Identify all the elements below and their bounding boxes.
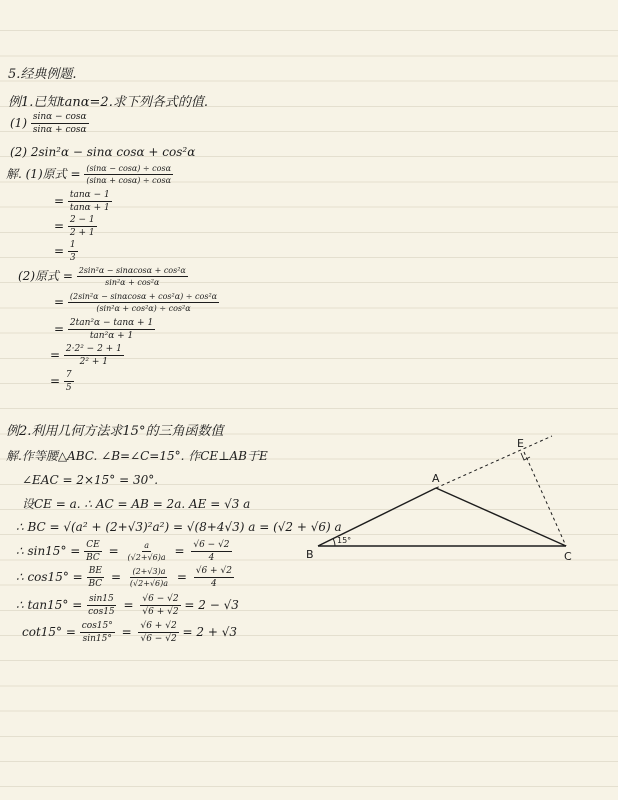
right-angle-mark xyxy=(521,453,530,460)
cos-label: ∴ cos15° = xyxy=(16,570,83,584)
sin-label: ∴ sin15° = xyxy=(16,544,81,558)
q1-denominator: sinα + cosα xyxy=(32,125,87,135)
cos-frac3-den: 4 xyxy=(210,579,217,589)
sin-frac1-num: CE xyxy=(86,540,100,550)
tan-result: = 2 − √3 xyxy=(184,598,239,612)
equals-sign: = xyxy=(108,544,119,558)
sin-frac1-den: BC xyxy=(86,553,100,563)
segment-ae-extension xyxy=(436,436,552,488)
sol2-frac2-den: (sin²α + cos²α) ÷ cos²α xyxy=(96,304,191,313)
cot-frac1-num: cos15° xyxy=(81,621,113,631)
sol2-frac1-num: 2sin²α − sinαcosα + cos²α xyxy=(78,266,186,275)
cos-frac3-num: √6 + √2 xyxy=(195,566,232,576)
equals-sign: = xyxy=(54,244,65,258)
cot-frac2-den: √6 − √2 xyxy=(140,634,177,644)
sol1-frac3-num: 2 − 1 xyxy=(69,215,95,225)
sol1-frac4-den: 3 xyxy=(69,253,76,263)
ex2-line3: 设CE = a. ∴ AC = AB = 2a. AE = √3 a xyxy=(22,497,251,511)
segment-ce-perpendicular xyxy=(524,452,566,546)
equals-sign: = xyxy=(121,625,132,639)
sol1-frac1-den: (sinα + cosα) ÷ cosα xyxy=(86,176,171,185)
tan-label: ∴ tan15° = xyxy=(16,598,83,612)
equals-sign: = xyxy=(54,295,65,309)
sol2-frac2-num: (2sin²α − sinαcosα + cos²α) ÷ cos²α xyxy=(69,292,218,301)
cot-label: cot15° = xyxy=(22,625,76,639)
segment-ac xyxy=(436,488,566,546)
cot-frac2-num: √6 + √2 xyxy=(140,621,177,631)
equals-sign: = xyxy=(111,570,122,584)
ex2-line1: 解.作等腰△ABC. ∠B=∠C=15°. 作CE⊥AB于E xyxy=(6,449,268,463)
cot-result: = 2 + √3 xyxy=(182,625,237,639)
ex2-line2: ∠EAC = 2×15° = 30°. xyxy=(22,473,159,487)
sol2-frac3-den: tan²α + 1 xyxy=(89,331,134,341)
sol2-frac1-den: sin²α + cos²α xyxy=(105,278,160,287)
sol1-label: 解. (1)原式 = xyxy=(6,167,81,181)
q1-label: (1) xyxy=(10,116,27,130)
label-c: C xyxy=(564,550,572,563)
sol2-frac5-den: 5 xyxy=(65,383,72,393)
equals-sign: = xyxy=(50,348,61,362)
ex1-question2: (2) 2sin²α − sinα cosα + cos²α xyxy=(10,145,196,159)
cos-frac1-num: BE xyxy=(88,566,102,576)
sol2-frac4-num: 2·2² − 2 + 1 xyxy=(65,344,122,354)
sol1-frac1-num: (sinα − cosα) ÷ cosα xyxy=(86,164,171,173)
label-a: A xyxy=(432,472,440,485)
equals-sign: = xyxy=(176,570,187,584)
example2-title: 例2.利用几何方法求15°的三角函数值 xyxy=(6,424,224,439)
example1-title: 例1.已知tanα=2.求下列各式的值. xyxy=(8,95,208,110)
sol2-frac4-den: 2² + 1 xyxy=(79,357,108,367)
equals-sign: = xyxy=(123,598,134,612)
cos-frac2-den: (√2+√6)a xyxy=(129,579,169,588)
label-b: B xyxy=(306,548,314,561)
sin-frac3-num: √6 − √2 xyxy=(193,540,230,550)
angle-label: 15° xyxy=(337,536,352,545)
sin-frac3-den: 4 xyxy=(208,553,215,563)
sol1-frac4-num: 1 xyxy=(69,240,76,250)
cos-frac2-num: (2+√3)a xyxy=(132,567,166,576)
equals-sign: = xyxy=(174,544,185,558)
tan-frac2-num: √6 − √2 xyxy=(142,594,179,604)
sol1-frac3-den: 2 + 1 xyxy=(69,228,95,238)
section-title: 5.经典例题. xyxy=(8,67,77,82)
cos-frac1-den: BC xyxy=(88,579,103,589)
sol1-frac2-num: tanα − 1 xyxy=(69,190,110,200)
segment-ba xyxy=(318,488,436,546)
angle-b-arc xyxy=(333,539,335,547)
equals-sign: = xyxy=(54,322,65,336)
tan-frac1-den: cos15 xyxy=(88,607,115,617)
sol1-frac2-den: tanα + 1 xyxy=(69,203,110,213)
sol2-frac3-num: 2tan²α − tanα + 1 xyxy=(69,318,154,328)
cot-frac1-den: sin15° xyxy=(82,634,112,644)
sin-frac2-num: a xyxy=(144,541,149,550)
q1-numerator: sinα − cosα xyxy=(32,112,87,122)
sol2-label: (2)原式 = xyxy=(18,269,73,283)
label-e: E xyxy=(517,437,524,450)
equals-sign: = xyxy=(54,219,65,233)
sin-frac2-den: (√2+√6)a xyxy=(127,553,166,562)
tan-frac1-num: sin15 xyxy=(89,594,114,604)
sol2-frac5-num: 7 xyxy=(65,370,72,380)
ex2-line4: ∴ BC = √(a² + (2+√3)²a²) = √(8+4√3) a = (√2 + √6) a xyxy=(16,520,342,534)
equals-sign: = xyxy=(50,374,61,388)
tan-frac2-den: √6 + √2 xyxy=(142,607,179,617)
equals-sign: = xyxy=(54,194,65,208)
